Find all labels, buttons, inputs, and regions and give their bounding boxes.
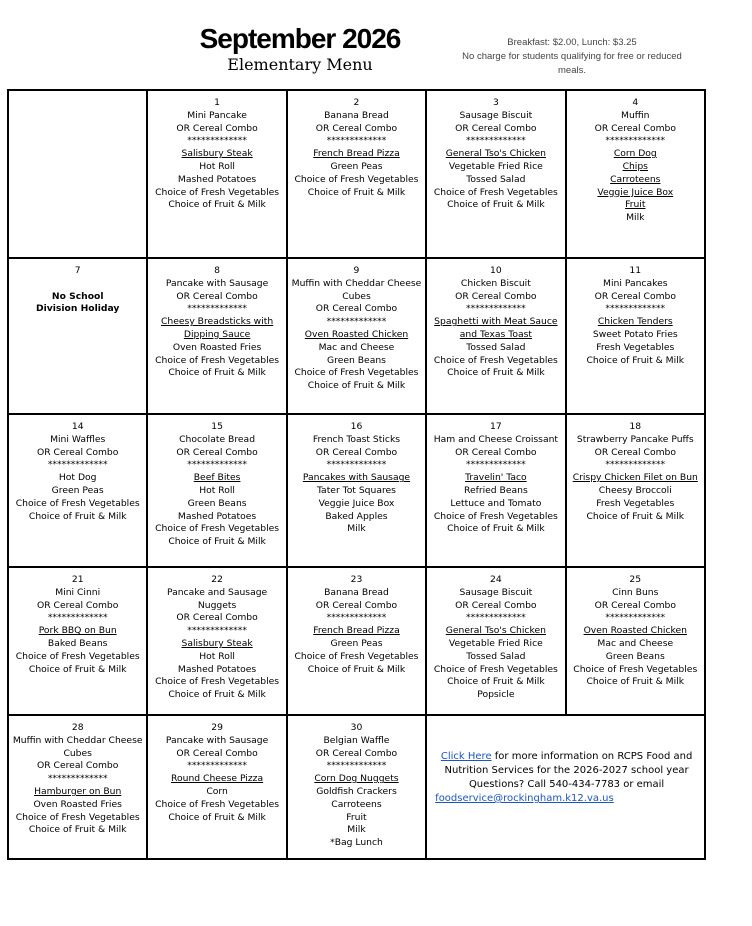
day-number: 14 <box>71 421 84 432</box>
menu-item: Mini Pancake <box>187 109 247 121</box>
day-number: 21 <box>71 574 84 585</box>
menu-item: Hot Dog <box>58 472 97 484</box>
menu-item: Choice of Fruit & Milk <box>307 380 406 392</box>
menu-item: Hot Roll <box>199 160 235 172</box>
day-cell <box>8 567 147 715</box>
menu-item: Oven Roasted Fries <box>172 341 262 353</box>
menu-item: ************* <box>605 303 666 315</box>
day-number: 15 <box>211 421 223 432</box>
entree-item: Beef Bites <box>193 472 241 484</box>
menu-item: OR Cereal Combo <box>455 446 537 458</box>
menu-item: OR Cereal Combo <box>37 599 119 611</box>
menu-item: Chocolate Bread <box>179 433 256 445</box>
menu-item: Choice of Fruit & Milk <box>307 663 406 675</box>
menu-item: Sausage Biscuit <box>459 109 533 121</box>
entree-item: Veggie Juice Box <box>597 186 674 198</box>
week-row <box>8 567 705 715</box>
entree-item: Corn Dog Nuggets <box>314 773 399 785</box>
day-number: 11 <box>629 265 642 276</box>
day-cell <box>8 715 147 859</box>
day-cell <box>566 567 705 715</box>
day-cell <box>147 258 286 414</box>
menu-item: Mac and Cheese <box>597 637 674 649</box>
menu-item: OR Cereal Combo <box>315 747 398 759</box>
day-number: 28 <box>71 722 84 733</box>
entree-item: General Tso's Chicken <box>445 625 546 637</box>
menu-item: Choice of Fresh Vegetables <box>15 650 140 662</box>
day-number: 7 <box>74 265 81 276</box>
menu-item: Fresh Vegetables <box>596 497 675 509</box>
menu-item: Banana Bread <box>324 109 389 121</box>
menu-item: Choice of Fresh Vegetables <box>294 173 419 185</box>
menu-item: OR Cereal Combo <box>594 290 676 302</box>
day-cell <box>8 414 147 567</box>
menu-item: OR Cereal Combo <box>315 446 398 458</box>
menu-item: Tossed Salad <box>466 650 526 662</box>
menu-item: Choice of Fruit & Milk <box>447 676 545 688</box>
menu-item: Green Peas <box>330 160 383 172</box>
menu-item: OR Cereal Combo <box>315 122 398 134</box>
menu-item: Tater Tot Squares <box>316 484 396 496</box>
entree-item: Cheesy Breadsticks with Dipping Sauce <box>160 316 274 340</box>
menu-item: Choice of Fruit & Milk <box>28 824 127 836</box>
menu-item: Tossed Salad <box>466 341 526 353</box>
entree-item: General Tso's Chicken <box>445 148 546 160</box>
menu-item: OR Cereal Combo <box>176 122 258 134</box>
menu-calendar <box>7 89 706 860</box>
entree-item: Salisbury Steak <box>181 148 253 160</box>
menu-item: Choice of Fruit & Milk <box>168 689 266 701</box>
menu-item: Banana Bread <box>324 586 389 598</box>
menu-item: Choice of Fruit & Milk <box>586 510 685 522</box>
menu-item: Hot Roll <box>199 650 235 662</box>
day-cell <box>147 90 286 258</box>
menu-item: Baked Beans <box>47 637 108 649</box>
menu-item: Pancake with Sausage <box>165 277 269 289</box>
menu-item: OR Cereal Combo <box>455 599 537 611</box>
menu-item: ************* <box>187 760 247 772</box>
page-title: September 2026 <box>199 23 401 54</box>
entree-item: Pork BBQ on Bun <box>38 625 117 637</box>
day-number: 9 <box>353 265 360 276</box>
menu-item: Green Beans <box>605 650 665 662</box>
menu-item: ************* <box>187 303 247 315</box>
menu-item: Choice of Fruit & Milk <box>168 536 266 548</box>
menu-item: Choice of Fresh Vegetables <box>433 510 558 522</box>
menu-item: Choice of Fresh Vegetables <box>155 354 280 366</box>
menu-item: Popsicle <box>477 689 515 701</box>
menu-item: Choice of Fresh Vegetables <box>433 354 558 366</box>
menu-item: Baked Apples <box>325 510 388 522</box>
entree-item: Carroteens <box>610 173 661 185</box>
menu-item: Choice of Fresh Vegetables <box>294 367 419 379</box>
menu-item: ************* <box>326 135 387 147</box>
entree-item: Fruit <box>625 199 646 211</box>
menu-item <box>11 278 144 291</box>
menu-item: OR Cereal Combo <box>37 446 119 458</box>
price-info <box>452 36 692 78</box>
day-number: 3 <box>492 97 499 108</box>
day-cell <box>566 414 705 567</box>
menu-item: Choice of Fresh Vegetables <box>155 523 280 535</box>
menu-item: Mini Pancakes <box>603 277 668 289</box>
week-row <box>8 414 705 567</box>
menu-item: OR Cereal Combo <box>176 747 258 759</box>
info-text-block <box>435 750 698 792</box>
menu-item: Choice of Fruit & Milk <box>307 186 406 198</box>
menu-item: OR Cereal Combo <box>176 446 258 458</box>
day-cell <box>287 90 426 258</box>
menu-item: Carroteens <box>331 798 382 810</box>
menu-item: Choice of Fresh Vegetables <box>155 676 280 688</box>
menu-item: Tossed Salad <box>466 173 526 185</box>
day-number: 16 <box>350 421 363 432</box>
menu-item: ************* <box>326 316 387 328</box>
menu-item: Mini Cinni <box>55 586 101 598</box>
menu-item: Mac and Cheese <box>318 341 395 353</box>
holiday-note: No School <box>51 290 104 302</box>
menu-item: Fresh Vegetables <box>596 341 675 353</box>
week-row <box>8 715 705 859</box>
menu-item: Choice of Fruit & Milk <box>447 523 545 535</box>
day-number: 8 <box>214 265 221 276</box>
entree-item: Corn Dog <box>613 148 657 160</box>
entree-item: Salisbury Steak <box>181 637 253 649</box>
menu-item: OR Cereal Combo <box>37 760 119 772</box>
week-row <box>8 90 705 258</box>
day-number: 1 <box>214 97 221 108</box>
day-cell <box>287 715 426 859</box>
menu-item: Choice of Fruit & Milk <box>586 676 685 688</box>
menu-item: Green Beans <box>187 497 247 509</box>
menu-item: ************* <box>47 612 108 624</box>
day-number: 17 <box>490 421 502 432</box>
holiday-note: Division Holiday <box>36 303 120 315</box>
free-reduced-line: No charge for students qualifying for free or reduced meals. <box>462 51 682 76</box>
menu-item: Refried Beans <box>463 484 528 496</box>
price-line: Breakfast: $2.00, Lunch: $3.25 <box>507 37 637 48</box>
entree-item: Round Cheese Pizza <box>171 773 264 785</box>
day-cell <box>8 90 147 258</box>
entree-item: French Bread Pizza <box>313 148 400 160</box>
menu-item: Choice of Fresh Vegetables <box>155 186 280 198</box>
page-subtitle: Elementary Menu <box>227 55 373 74</box>
menu-item: Choice of Fresh Vegetables <box>15 811 140 823</box>
menu-item: ************* <box>605 459 666 471</box>
day-cell <box>426 258 565 414</box>
menu-item: OR Cereal Combo <box>176 290 258 302</box>
menu-item: Muffin with Cheddar Cheese Cubes <box>12 734 143 759</box>
info-cell <box>426 715 705 859</box>
day-cell <box>147 715 286 859</box>
menu-item: Hot Roll <box>199 484 235 496</box>
day-number: 22 <box>211 574 223 585</box>
day-number: 4 <box>632 97 639 108</box>
entree-item: Travelin' Taco <box>465 472 527 484</box>
menu-item: ************* <box>187 459 247 471</box>
email-link[interactable]: foodservice@rockingham.k12.va.us <box>435 793 614 804</box>
info-text: for more information on RCPS Food and Nutrition Services for the 2026-2027 school year Questions? Call 540-434-7783 or email <box>444 751 693 790</box>
entree-item: Hamburger on Bun <box>34 785 122 797</box>
menu-item: ************* <box>47 459 108 471</box>
menu-item: Choice of Fruit & Milk <box>28 510 127 522</box>
day-number: 18 <box>629 421 642 432</box>
menu-item: Cheesy Broccoli <box>598 484 672 496</box>
day-number: 29 <box>211 722 223 733</box>
entree-item: Chips <box>622 160 648 172</box>
entree-item: Crispy Chicken Filet on Bun <box>572 472 698 484</box>
day-cell <box>8 258 147 414</box>
menu-item: Choice of Fruit & Milk <box>28 663 127 675</box>
day-cell <box>147 567 286 715</box>
menu-item: Pancake and Sausage Nuggets <box>166 586 268 611</box>
menu-item: ************* <box>187 625 247 637</box>
menu-item: Choice of Fruit & Milk <box>168 199 266 211</box>
entree-item: Oven Roasted Chicken <box>583 625 687 637</box>
day-number: 23 <box>350 574 363 585</box>
menu-item: OR Cereal Combo <box>176 612 258 624</box>
menu-item: Vegetable Fried Rice <box>448 637 543 649</box>
day-number: 30 <box>350 722 363 733</box>
day-cell <box>287 258 426 414</box>
menu-item: Choice of Fresh Vegetables <box>294 650 419 662</box>
day-number: 2 <box>353 97 360 108</box>
menu-item: Choice of Fresh Vegetables <box>573 663 698 675</box>
menu-item: OR Cereal Combo <box>315 303 398 315</box>
day-number: 10 <box>490 265 502 276</box>
menu-item: ************* <box>466 612 526 624</box>
menu-item: Strawberry Pancake Puffs <box>576 433 694 445</box>
menu-item: Green Peas <box>330 637 383 649</box>
menu-item: Milk <box>626 212 645 224</box>
menu-item: OR Cereal Combo <box>594 122 676 134</box>
day-cell <box>426 414 565 567</box>
menu-item: Mini Waffles <box>50 433 106 445</box>
menu-item: OR Cereal Combo <box>594 599 676 611</box>
day-number: 25 <box>629 574 642 585</box>
menu-item: OR Cereal Combo <box>315 599 398 611</box>
menu-item: Sweet Potato Fries <box>592 328 678 340</box>
menu-item: Choice of Fruit & Milk <box>447 199 545 211</box>
menu-item: *Bag Lunch <box>330 837 383 849</box>
week-row <box>8 258 705 414</box>
menu-item: ************* <box>605 135 666 147</box>
day-number: 24 <box>490 574 502 585</box>
day-cell <box>426 567 565 715</box>
day-cell <box>566 90 705 258</box>
menu-item: Choice of Fruit & Milk <box>168 367 266 379</box>
menu-item: Choice of Fresh Vegetables <box>15 497 140 509</box>
day-cell <box>287 414 426 567</box>
menu-item: OR Cereal Combo <box>594 446 676 458</box>
menu-item: Cinn Buns <box>612 586 659 598</box>
menu-item: ************* <box>326 459 387 471</box>
menu-item: Sausage Biscuit <box>459 586 533 598</box>
entree-item: Chicken Tenders <box>597 316 673 328</box>
menu-item: ************* <box>605 612 666 624</box>
menu-item: French Toast Sticks <box>312 433 401 445</box>
entree-item: French Bread Pizza <box>313 625 400 637</box>
menu-item: ************* <box>326 760 387 772</box>
menu-item: Choice of Fresh Vegetables <box>433 663 558 675</box>
entree-item: Pancakes with Sausage <box>302 472 411 484</box>
menu-item: ************* <box>326 612 387 624</box>
entree-item: Oven Roasted Chicken <box>304 328 409 340</box>
click-here-link[interactable]: Click Here <box>440 751 492 762</box>
menu-item: Pancake with Sausage <box>165 734 269 746</box>
menu-item: Green Peas <box>51 484 104 496</box>
menu-item: Vegetable Fried Rice <box>448 160 543 172</box>
menu-item: Oven Roasted Fries <box>33 798 122 810</box>
menu-item: Corn <box>206 785 228 797</box>
menu-item: OR Cereal Combo <box>455 122 537 134</box>
calendar-body <box>8 90 705 859</box>
menu-item: Choice of Fruit & Milk <box>586 354 685 366</box>
menu-item: Muffin <box>621 109 650 121</box>
menu-item: Choice of Fresh Vegetables <box>155 798 280 810</box>
menu-item: ************* <box>466 135 526 147</box>
menu-item: Chicken Biscuit <box>460 277 531 289</box>
menu-item: ************* <box>466 459 526 471</box>
menu-item: Mashed Potatoes <box>177 173 257 185</box>
menu-item: Goldfish Crackers <box>316 785 397 797</box>
menu-item: Choice of Fruit & Milk <box>447 367 545 379</box>
menu-item: Fruit <box>346 811 367 823</box>
menu-item: Green Beans <box>327 354 386 366</box>
menu-item: Milk <box>347 523 366 535</box>
menu-item: Ham and Cheese Croissant <box>433 433 559 445</box>
entree-item: Spaghetti with Meat Sauce and Texas Toast <box>434 316 558 340</box>
menu-item: Mashed Potatoes <box>177 663 257 675</box>
menu-item: Belgian Waffle <box>323 734 390 746</box>
day-cell <box>426 90 565 258</box>
day-cell <box>566 258 705 414</box>
menu-item: OR Cereal Combo <box>455 290 537 302</box>
menu-item: ************* <box>466 303 526 315</box>
day-cell <box>147 414 286 567</box>
menu-item: ************* <box>47 773 108 785</box>
menu-item: ************* <box>187 135 247 147</box>
menu-item: Veggie Juice Box <box>318 497 395 509</box>
menu-item: Muffin with Cheddar Cheese Cubes <box>291 277 422 302</box>
day-cell <box>287 567 426 715</box>
menu-item: Milk <box>347 824 366 836</box>
menu-item: Choice of Fruit & Milk <box>168 811 266 823</box>
menu-item: Choice of Fresh Vegetables <box>433 186 558 198</box>
menu-item: Mashed Potatoes <box>177 510 257 522</box>
menu-item: Lettuce and Tomato <box>450 497 542 509</box>
